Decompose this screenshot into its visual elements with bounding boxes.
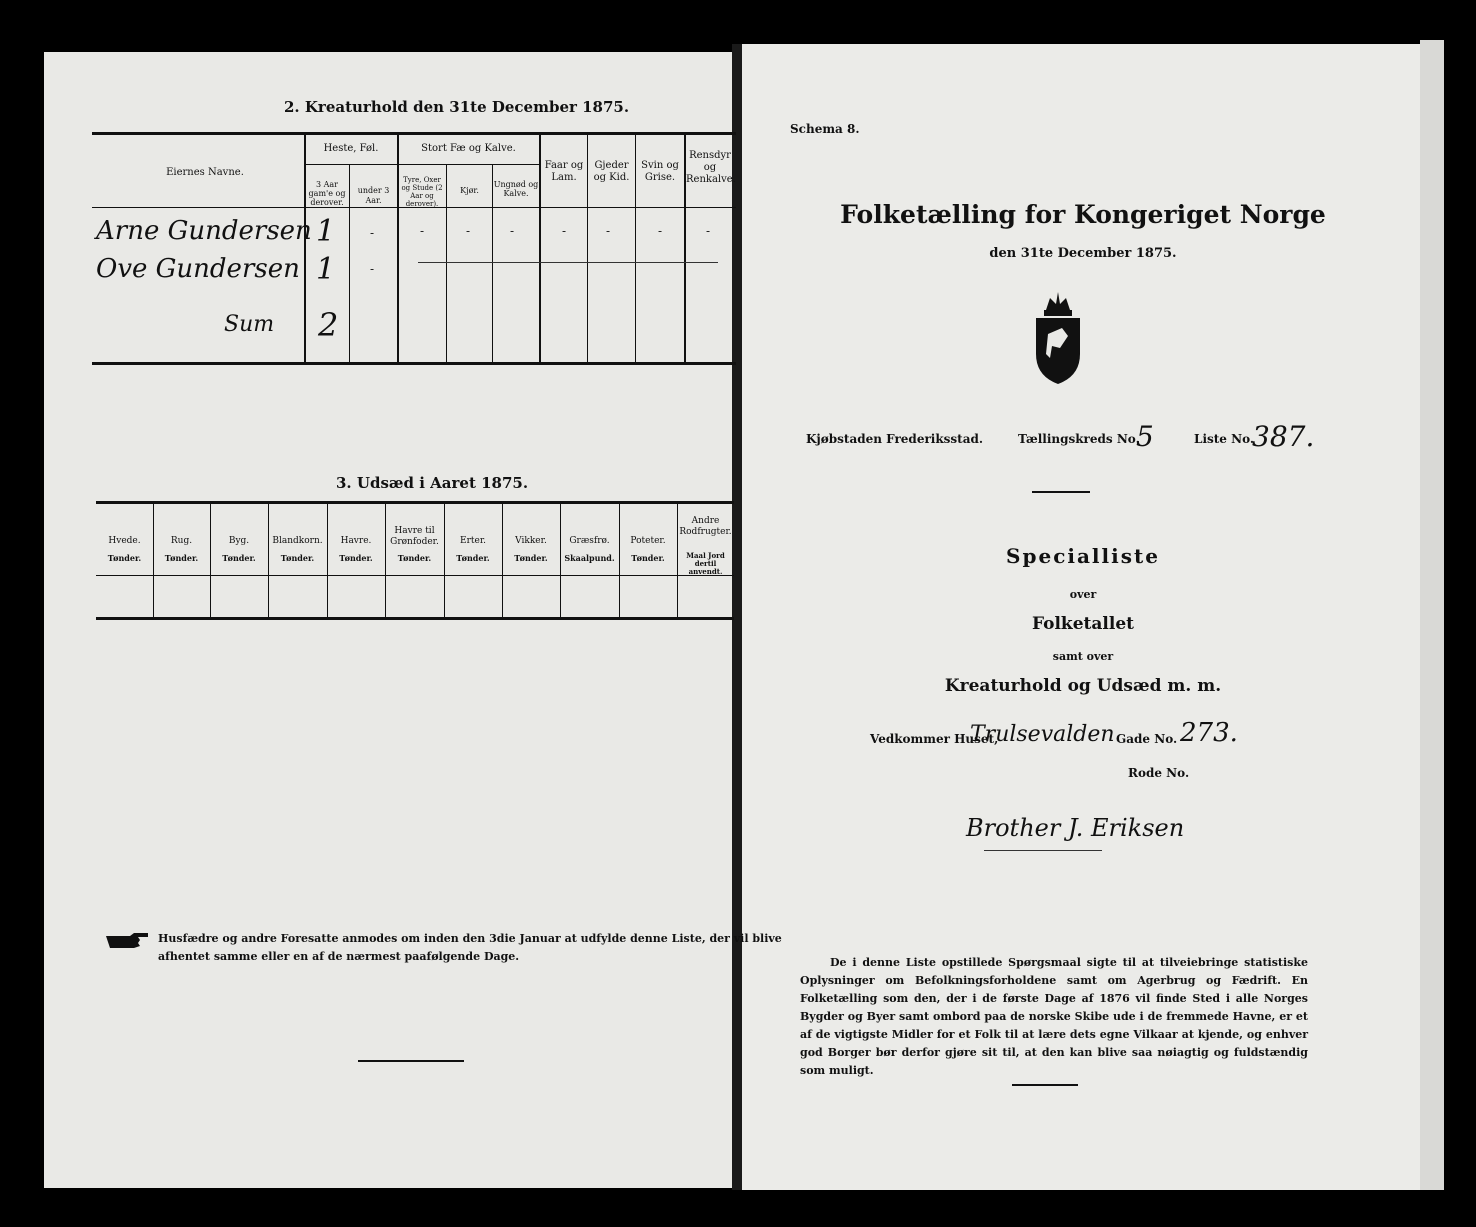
gade-label: Gade No. [1116, 732, 1178, 746]
seed-header-name: Andre Rodfrugter. [679, 516, 732, 537]
right-bottom-rule [1012, 1084, 1078, 1086]
signature: Brother J. Eriksen [966, 814, 1185, 842]
house-label: Vedkommer Huset, [870, 732, 999, 746]
section2-title: 2. Kreaturhold den 31te December 1875. [284, 98, 630, 116]
table2-top-rule [92, 132, 736, 135]
seed-header-unit: Tønder. [514, 553, 548, 563]
mark-pigs-1: - [658, 224, 663, 238]
mark-sheep-1: - [562, 224, 567, 238]
list-label: Liste No. [1194, 432, 1255, 446]
seed-header-name: Vikker. [515, 536, 547, 546]
list-value: 387. [1252, 420, 1315, 453]
under3-1: - [370, 226, 375, 240]
owner-name-2: Ove Gundersen [96, 254, 300, 284]
seed-header-name: Erter. [460, 536, 486, 546]
seed-header-name: Byg. [228, 536, 250, 546]
seed-header-name: Poteter. [630, 536, 666, 546]
rode-label: Rode No. [1128, 766, 1190, 780]
table3-header-rule [96, 575, 734, 576]
city-label: Kjøbstaden Frederiksstad. [806, 432, 984, 446]
house-value: Trulsevalden [970, 722, 1115, 747]
header-reindeer: Rensdyr og Renkalve. [686, 150, 736, 185]
sum-value: 2 [318, 306, 339, 344]
row2-dash-line [418, 262, 718, 263]
notice-line-1: Husfædre og andre Foresatte anmodes om inden den 3die Januar at udfylde denne Liste, der vil blive [158, 932, 782, 945]
header-horses-under3: under 3 Aar. [357, 186, 390, 205]
mark-reindeer-1: - [706, 224, 711, 238]
seed-header-unit: Tønder. [631, 553, 665, 563]
mark-goats-1: - [606, 224, 611, 238]
explanation-paragraph: De i denne Liste opstillede Spørgsmaal sigte til at tilveiebringe statistiske Oplysninger om Befolkningsforholdene samt om Agerbrug og Fædrift. En Folketælling som den, der i de første Dage af 1876 vil finde Sted i alle Norges Bygder og Byer samt ombord paa de norske Skibe ude i de fremmede Havne, er et af de vigtigste Midler for et Folk til at lære dets egne Vilkaar at kjende, og enhver god Borger bør derfor gjøre sit til, at den kan blive saa nøiagtig og fuldstændig som muligt. [800, 956, 1308, 1077]
seed-header-unit: Tønder. [107, 553, 142, 563]
seed-header-name: Havre. [340, 536, 372, 546]
gade-value: 273. [1180, 718, 1238, 748]
main-title: Folketælling for Kongeriget Norge [840, 200, 1326, 229]
seed-header-unit: Skaalpund. [564, 553, 615, 563]
signature-underline [984, 850, 1102, 851]
seed-header-unit: Tønder. [280, 553, 315, 563]
seed-header-unit: Tønder. [456, 553, 490, 563]
sum-label: Sum [224, 312, 275, 337]
schema-label: Schema 8. [790, 122, 860, 136]
mark-young-1: - [510, 224, 515, 238]
table2-bottom-rule [92, 362, 736, 365]
seed-header-unit: Tønder. [397, 553, 432, 563]
header-bulls: Tyre, Oxer og Stude (2 Aar og derover). [401, 176, 443, 208]
col-divider [397, 134, 399, 364]
mark-cows-1: - [466, 224, 471, 238]
district-value: 5 [1136, 420, 1154, 453]
seed-header-name: Blandkorn. [272, 536, 323, 546]
pointing-hand-icon [104, 930, 150, 950]
samt-over-text: samt over [1052, 650, 1114, 663]
seed-header-unit: Tønder. [339, 553, 373, 563]
seed-header-name: Græsfrø. [569, 536, 610, 546]
folketallet: Folketallet [1032, 614, 1134, 634]
owner-name-1: Arne Gundersen [96, 216, 312, 246]
mark-bulls-1: - [420, 224, 425, 238]
horses-2: 1 [316, 252, 336, 287]
seed-header-unit: Tønder. [222, 553, 256, 563]
notice-line-2: afhentet samme eller en af de nærmest paafølgende Dage. [158, 950, 520, 963]
header-sheep: Faar og Lam. [544, 160, 584, 183]
header-goats: Gjeder og Kid. [593, 160, 630, 183]
seed-header-name: Hvede. [108, 536, 141, 546]
census-date: den 31te December 1875. [989, 246, 1177, 261]
table3-bottom-rule [96, 617, 734, 620]
special-list-title: Specialliste [1006, 544, 1160, 568]
section3-title: 3. Udsæd i Aaret 1875. [336, 474, 529, 492]
seed-header-name: Havre til Grønfoder. [390, 526, 439, 547]
header-young: Ungnød og Kalve. [493, 180, 539, 198]
header-owner: Eiernes Navne. [166, 167, 244, 178]
horses-1: 1 [316, 214, 336, 249]
header-horses: Heste, Føl. [323, 143, 379, 154]
seed-header-unit: Maal Jord dertil anvendt. [686, 551, 725, 576]
header-cattle: Stort Fæ og Kalve. [421, 143, 516, 154]
kreaturhold-heading: Kreaturhold og Udsæd m. m. [944, 676, 1222, 696]
seed-header-name: Rug. [170, 536, 193, 546]
header-pigs: Svin og Grise. [641, 160, 679, 183]
district-label: Tællingskreds No. [1018, 432, 1140, 446]
table3-top-rule [96, 501, 734, 504]
header-horses-3plus: 3 Aar gam'e og derover. [308, 180, 346, 207]
norway-coat-of-arms-icon [1028, 288, 1088, 388]
cattle-subheader-rule [397, 164, 540, 165]
under3-2: - [370, 262, 375, 276]
left-bottom-rule [358, 1060, 464, 1062]
col-divider [304, 134, 306, 364]
horses-subheader-rule [305, 164, 397, 165]
header-cows: Kjør. [460, 186, 479, 195]
separator-rule [1032, 491, 1090, 493]
seed-header-unit: Tønder. [164, 553, 199, 563]
over-text: over [1069, 588, 1097, 601]
